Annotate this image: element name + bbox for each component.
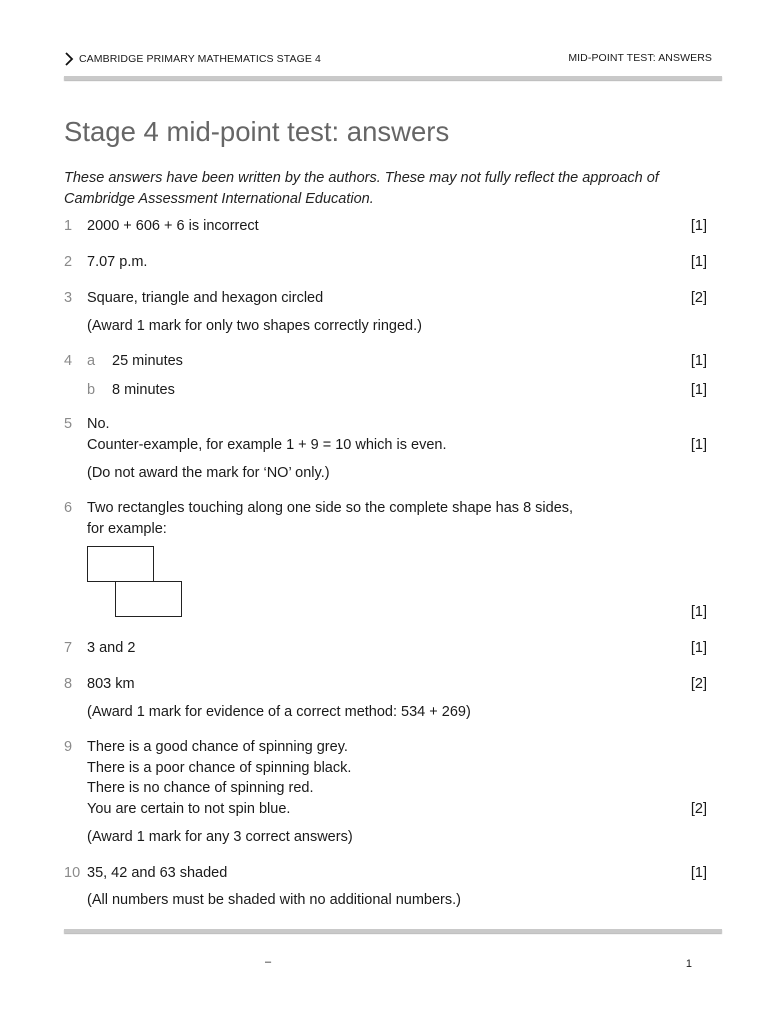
rectangle-shape — [87, 546, 154, 582]
answer-text: 7.07 p.m. — [87, 254, 148, 270]
intro-text: These answers have been written by the authors. These may not fully reflect the approach of Cambridge Assessment International Education. — [64, 170, 659, 207]
question-number: 3 — [64, 290, 73, 306]
mark: [1] — [690, 218, 707, 234]
mark: [1] — [690, 382, 707, 398]
question-number: 5 — [64, 416, 73, 432]
mark: [1] — [690, 640, 707, 656]
answer-text: for example: — [87, 521, 167, 537]
header-section: MID-POINT TEST: ANSWERS — [568, 52, 712, 64]
answer-text: Square, triangle and hexagon circled — [87, 290, 324, 306]
marking-note: (Do not award the mark for ‘NO’ only.) — [87, 465, 330, 481]
question-number: 10 — [64, 865, 81, 881]
footer-divider — [64, 929, 722, 933]
header-divider — [64, 76, 722, 80]
answer-text: 3 and 2 — [87, 640, 136, 656]
answer-text: You are certain to not spin blue. — [87, 800, 291, 817]
answer-text: 803 km — [87, 676, 135, 692]
marking-note: (Award 1 mark for any 3 correct answers) — [87, 829, 353, 845]
page-title: Stage 4 mid-point test: answers — [64, 116, 450, 147]
answer-text: 8 minutes — [112, 382, 175, 398]
answer-text: 35, 42 and 63 shaded — [87, 865, 228, 881]
marking-note: (All numbers must be shaded with no additional numbers.) — [87, 892, 461, 908]
question-number: 8 — [64, 676, 73, 692]
marking-note: (Award 1 mark for evidence of a correct method: 534 + 269) — [87, 704, 471, 720]
mark: [1] — [690, 437, 707, 453]
question-number: 4 — [64, 353, 73, 369]
answer-text: There is a good chance of spinning grey. — [87, 739, 348, 755]
marking-note: (Award 1 mark for only two shapes correctly ringed.) — [87, 318, 422, 334]
mark: [1] — [690, 353, 707, 369]
mark: [1] — [690, 254, 707, 270]
footer-dash: – — [265, 956, 272, 968]
answer-text: No. — [87, 416, 110, 432]
mark: [2] — [690, 800, 707, 817]
answer-text: 25 minutes — [112, 353, 183, 369]
answer-text: 2000 + 606 + 6 is incorrect — [87, 218, 259, 234]
part-label: b — [87, 382, 96, 398]
mark: [1] — [690, 604, 707, 620]
question-number: 2 — [64, 254, 73, 270]
header-course: CAMBRIDGE PRIMARY MATHEMATICS STAGE 4 — [79, 53, 321, 65]
rectangle-shape — [115, 581, 182, 617]
chevron-right-icon — [64, 52, 74, 66]
mark: [2] — [690, 676, 707, 692]
answer-text: There is a poor chance of spinning black. — [87, 759, 352, 776]
part-label: a — [87, 353, 96, 369]
answer-text: Counter-example, for example 1 + 9 = 10 which is even. — [87, 437, 447, 453]
question-number: 9 — [64, 739, 73, 755]
page-number: 1 — [685, 958, 692, 970]
answer-text: There is no chance of spinning red. — [87, 780, 314, 796]
answer-text: Two rectangles touching along one side so the complete shape has 8 sides, — [87, 500, 574, 516]
header-left — [64, 52, 321, 66]
mark: [2] — [690, 290, 707, 306]
question-number: 1 — [64, 218, 73, 234]
mark: [1] — [690, 865, 707, 881]
question-number: 6 — [64, 500, 73, 516]
question-number: 7 — [64, 640, 73, 656]
page-header — [64, 52, 712, 68]
